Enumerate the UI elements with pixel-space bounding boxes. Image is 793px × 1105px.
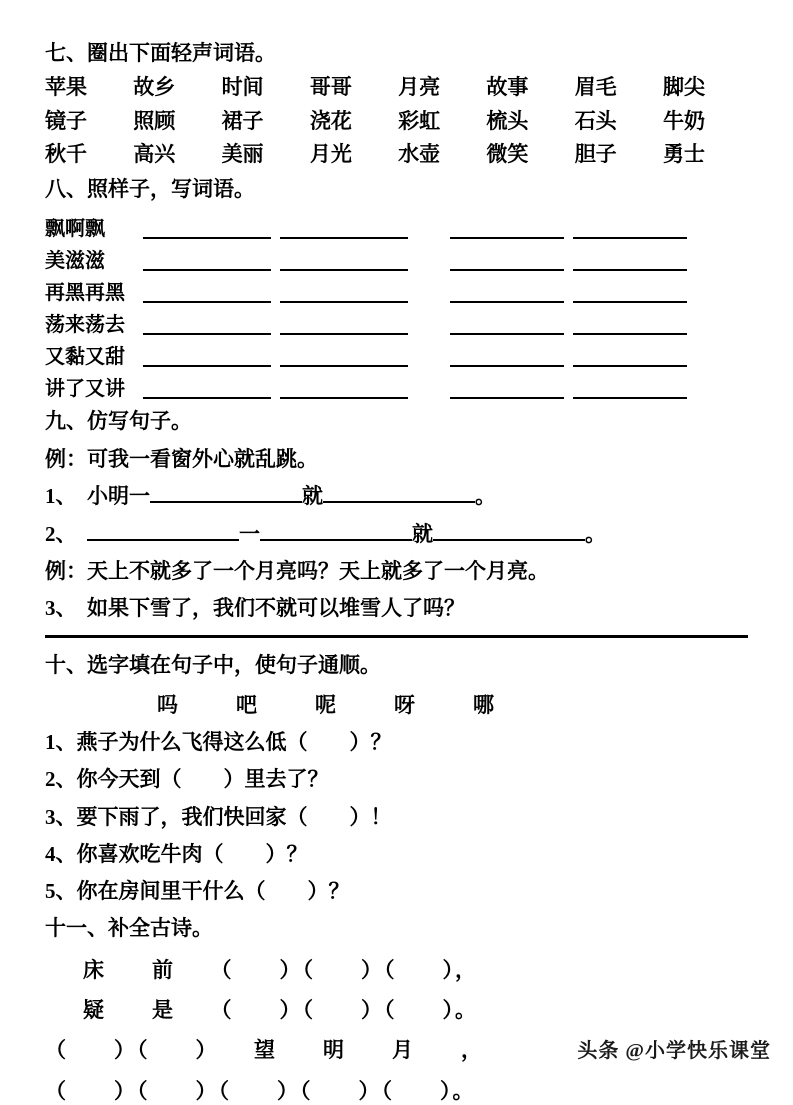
question-sentence: 1、燕子为什么飞得这么低（ ）？ [45, 729, 392, 754]
sentence-text: 2、 [45, 521, 87, 546]
particle-option: 吗 [157, 692, 178, 717]
sentence-text: 1、 小明一 [45, 484, 150, 509]
section-7-word-grid [45, 73, 705, 168]
blank-line [280, 255, 408, 271]
particle-option: 哪 [473, 692, 494, 717]
blank-line [450, 287, 564, 303]
blank-line [573, 287, 687, 303]
blank-line [573, 383, 687, 399]
fill-label: 讲了又讲 [45, 377, 125, 400]
word-item: 镜子 [45, 108, 87, 133]
fill-row [45, 216, 748, 239]
poem-line: （ ）（ ） 望 明 月 ， [45, 1038, 484, 1063]
section-10-title: 十、选字填在句子中，使句子通顺。 [45, 652, 381, 677]
word-item: 时间 [221, 75, 264, 100]
fill-row [45, 248, 748, 271]
particle-option: 呀 [394, 692, 415, 717]
blank-line [573, 223, 687, 239]
section-divider [45, 635, 748, 638]
blank-line [280, 287, 408, 303]
word-item: 裙子 [221, 108, 264, 133]
blank-line [573, 351, 687, 367]
poem-line: 床 前 （ ）（ ）（ ）， [83, 957, 478, 982]
word-item: 水壶 [398, 141, 441, 166]
word-item: 胆子 [574, 141, 617, 166]
blank-line [433, 526, 585, 541]
fill-row [45, 344, 748, 367]
word-item: 石头 [574, 108, 617, 133]
word-item: 微笑 [486, 141, 529, 166]
blank-line [450, 383, 564, 399]
word-item: 浇花 [309, 108, 352, 133]
poem-line: 疑 是 （ ）（ ）（ ）。 [83, 998, 478, 1023]
section-9-title: 九、仿写句子。 [45, 408, 192, 433]
blank-line [280, 383, 408, 399]
fill-sentence [45, 520, 748, 548]
fill-row [45, 312, 748, 335]
sentence-text: 就 [412, 521, 433, 546]
fill-label: 再黑再黑 [45, 281, 125, 304]
question-sentence: 4、你喜欢吃牛肉（ ）？ [45, 841, 308, 866]
blank-line [450, 351, 564, 367]
word-item: 秋千 [45, 141, 87, 166]
question-sentence: 3、 如果下雪了，我们不就可以堆雪人了吗？ [45, 596, 465, 621]
word-item: 勇士 [662, 141, 705, 166]
fill-row [45, 280, 748, 303]
word-item: 彩虹 [398, 108, 441, 133]
blank-line [450, 223, 564, 239]
question-sentence: 5、你在房间里干什么（ ）？ [45, 879, 350, 904]
section-8-title: 八、照样子，写词语。 [45, 177, 255, 202]
sentence-text: 就 [302, 484, 323, 509]
blank-line [87, 526, 239, 541]
poem-line: （ ）（ ）（ ）（ ）（ ）。 [45, 1078, 476, 1103]
blank-line [450, 255, 564, 271]
sentence-text: 。 [585, 521, 606, 546]
word-item: 哥哥 [309, 75, 352, 100]
section-11-title: 十一、补全古诗。 [45, 916, 213, 941]
word-item: 照顾 [133, 108, 176, 133]
word-item: 月光 [309, 141, 352, 166]
sentence-text: 一 [239, 521, 260, 546]
blank-line [260, 526, 412, 541]
word-item: 故事 [486, 75, 529, 100]
blank-line [280, 351, 408, 367]
word-item: 眉毛 [574, 75, 617, 100]
particle-option: 呢 [315, 692, 336, 717]
word-item: 牛奶 [662, 108, 705, 133]
blank-line [143, 319, 271, 335]
particle-options [45, 689, 748, 719]
blank-line [573, 319, 687, 335]
sentence-text: 。 [475, 484, 496, 509]
watermark: 头条 @小学快乐课堂 [577, 1040, 771, 1062]
word-item: 月亮 [398, 75, 441, 100]
fill-label: 又黏又甜 [45, 345, 125, 368]
question-sentence: 2、你今天到（ ）里去了？ [45, 767, 329, 792]
blank-line [573, 255, 687, 271]
blank-line [143, 383, 271, 399]
word-item: 高兴 [133, 141, 176, 166]
particle-option: 吧 [236, 692, 257, 717]
blank-line [323, 488, 475, 503]
example-sentence: 例：天上不就多了一个月亮吗？天上就多了一个月亮。 [45, 558, 549, 583]
blank-line [143, 255, 271, 271]
word-item: 脚尖 [662, 75, 705, 100]
blank-line [143, 223, 271, 239]
blank-line [280, 319, 408, 335]
blank-line [143, 287, 271, 303]
blank-line [280, 223, 408, 239]
word-item: 苹果 [45, 75, 87, 100]
word-item: 美丽 [221, 141, 264, 166]
question-sentence: 3、要下雨了，我们快回家（ ）！ [45, 804, 392, 829]
fill-label: 飘啊飘 [45, 217, 105, 240]
blank-line [143, 351, 271, 367]
section-7-title: 七、圈出下面轻声词语。 [45, 41, 276, 65]
fill-label: 美滋滋 [45, 249, 105, 272]
example-sentence: 例：可我一看窗外心就乱跳。 [45, 446, 318, 471]
word-item: 故乡 [133, 75, 176, 100]
fill-row [45, 376, 748, 399]
blank-line [150, 488, 302, 503]
fill-sentence [45, 482, 748, 510]
blank-line [450, 319, 564, 335]
word-item: 梳头 [486, 108, 529, 133]
fill-label: 荡来荡去 [45, 313, 125, 336]
